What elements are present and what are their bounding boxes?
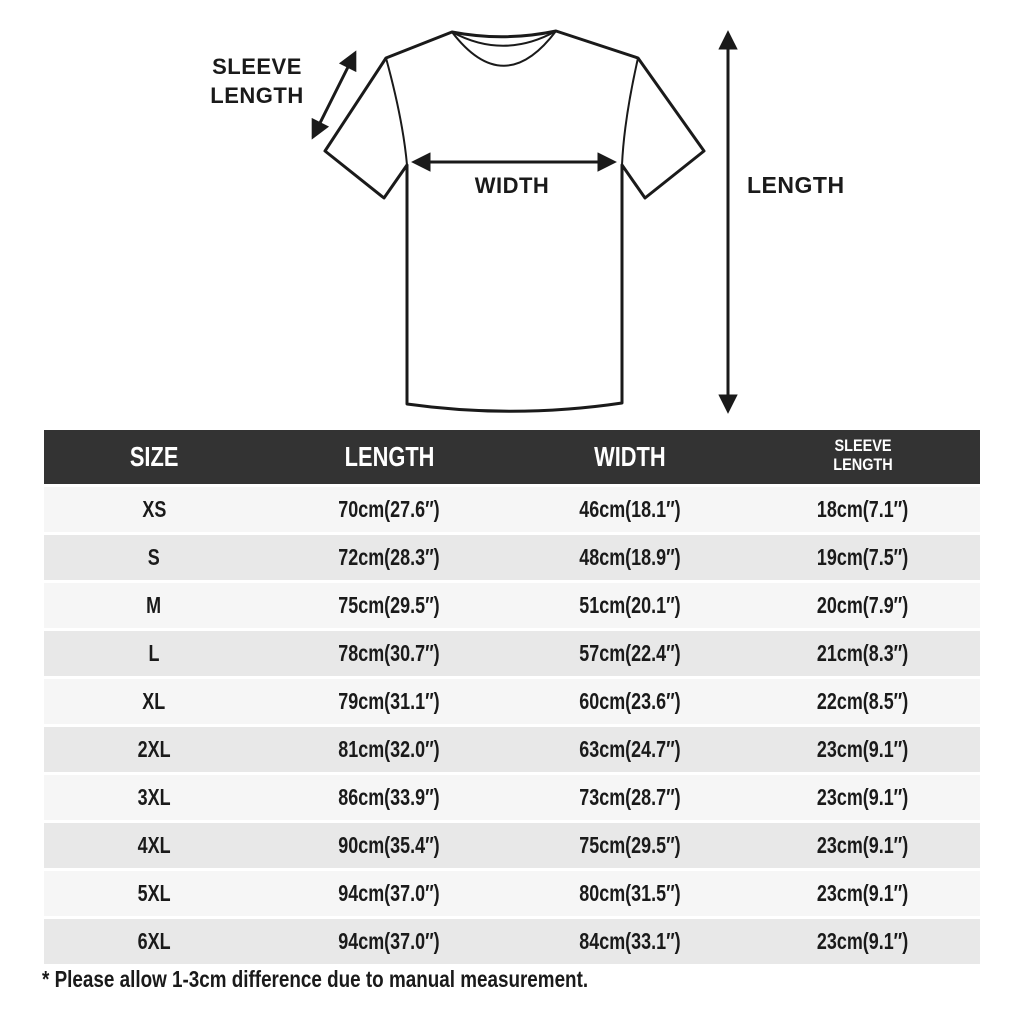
tshirt-outline: [325, 31, 704, 411]
tshirt-diagram: [0, 0, 1024, 430]
length-label: LENGTH: [747, 172, 845, 198]
length-cell: 79cm(31.1″): [264, 678, 515, 726]
length-cell: 94cm(37.0″): [264, 870, 515, 918]
sleeve-length-cell: 19cm(7.5″): [745, 534, 980, 582]
table-row: [44, 918, 980, 965]
sleeve-length-cell: 23cm(9.1″): [745, 918, 980, 965]
sleeve-length-cell: 20cm(7.9″): [745, 582, 980, 630]
col-header-sleeve-length: [745, 430, 980, 486]
length-cell: 72cm(28.3″): [264, 534, 515, 582]
table-row: [44, 678, 980, 726]
table-header-row: [44, 430, 980, 486]
length-cell: 75cm(29.5″): [264, 582, 515, 630]
width-cell: 57cm(22.4″): [515, 630, 745, 678]
size-cell: 4XL: [44, 822, 264, 870]
size-cell: XS: [44, 486, 264, 534]
table-row: [44, 582, 980, 630]
size-cell: 3XL: [44, 774, 264, 822]
sleeve-length-cell: 23cm(9.1″): [745, 774, 980, 822]
table-row: [44, 534, 980, 582]
width-cell: 48cm(18.9″): [515, 534, 745, 582]
sleeve-length-label: SLEEVE LENGTH: [210, 54, 304, 109]
length-cell: 78cm(30.7″): [264, 630, 515, 678]
size-cell: 2XL: [44, 726, 264, 774]
width-label: WIDTH: [474, 173, 550, 198]
measurement-footnote: [42, 966, 708, 993]
width-cell: 84cm(33.1″): [515, 918, 745, 965]
col-header-length-label: LENGTH: [344, 441, 435, 472]
width-cell: 51cm(20.1″): [515, 582, 745, 630]
sleeve-length-cell: 23cm(9.1″): [745, 726, 980, 774]
sleeve-length-cell: 22cm(8.5″): [745, 678, 980, 726]
table-row: [44, 630, 980, 678]
table-row: [44, 822, 980, 870]
col-header-size: [44, 430, 264, 486]
table-row: [44, 726, 980, 774]
col-header-size-label: SIZE: [129, 441, 179, 472]
col-header-sleeve-length-label: SLEEVE LENGTH: [832, 436, 893, 474]
size-cell: XL: [44, 678, 264, 726]
sleeve-length-cell: 21cm(8.3″): [745, 630, 980, 678]
width-cell: 80cm(31.5″): [515, 870, 745, 918]
col-header-width-label: WIDTH: [594, 441, 666, 472]
table-row: [44, 870, 980, 918]
size-cell: 5XL: [44, 870, 264, 918]
size-cell: 6XL: [44, 918, 264, 965]
size-table: [44, 430, 980, 964]
measurement-footnote-text: * Please allow 1-3cm difference due to manual measurement.: [42, 966, 589, 992]
col-header-width: [515, 430, 745, 486]
sleeve-length-cell: 18cm(7.1″): [745, 486, 980, 534]
col-header-length: [264, 430, 515, 486]
width-cell: 75cm(29.5″): [515, 822, 745, 870]
size-cell: M: [44, 582, 264, 630]
sleeve-length-cell: 23cm(9.1″): [745, 822, 980, 870]
length-cell: 81cm(32.0″): [264, 726, 515, 774]
width-cell: 63cm(24.7″): [515, 726, 745, 774]
length-cell: 86cm(33.9″): [264, 774, 515, 822]
width-cell: 46cm(18.1″): [515, 486, 745, 534]
size-cell: L: [44, 630, 264, 678]
table-row: [44, 774, 980, 822]
width-cell: 60cm(23.6″): [515, 678, 745, 726]
width-cell: 73cm(28.7″): [515, 774, 745, 822]
size-cell: S: [44, 534, 264, 582]
length-cell: 90cm(35.4″): [264, 822, 515, 870]
length-cell: 94cm(37.0″): [264, 918, 515, 965]
sleeve-length-cell: 23cm(9.1″): [745, 870, 980, 918]
table-row: [44, 486, 980, 534]
length-cell: 70cm(27.6″): [264, 486, 515, 534]
